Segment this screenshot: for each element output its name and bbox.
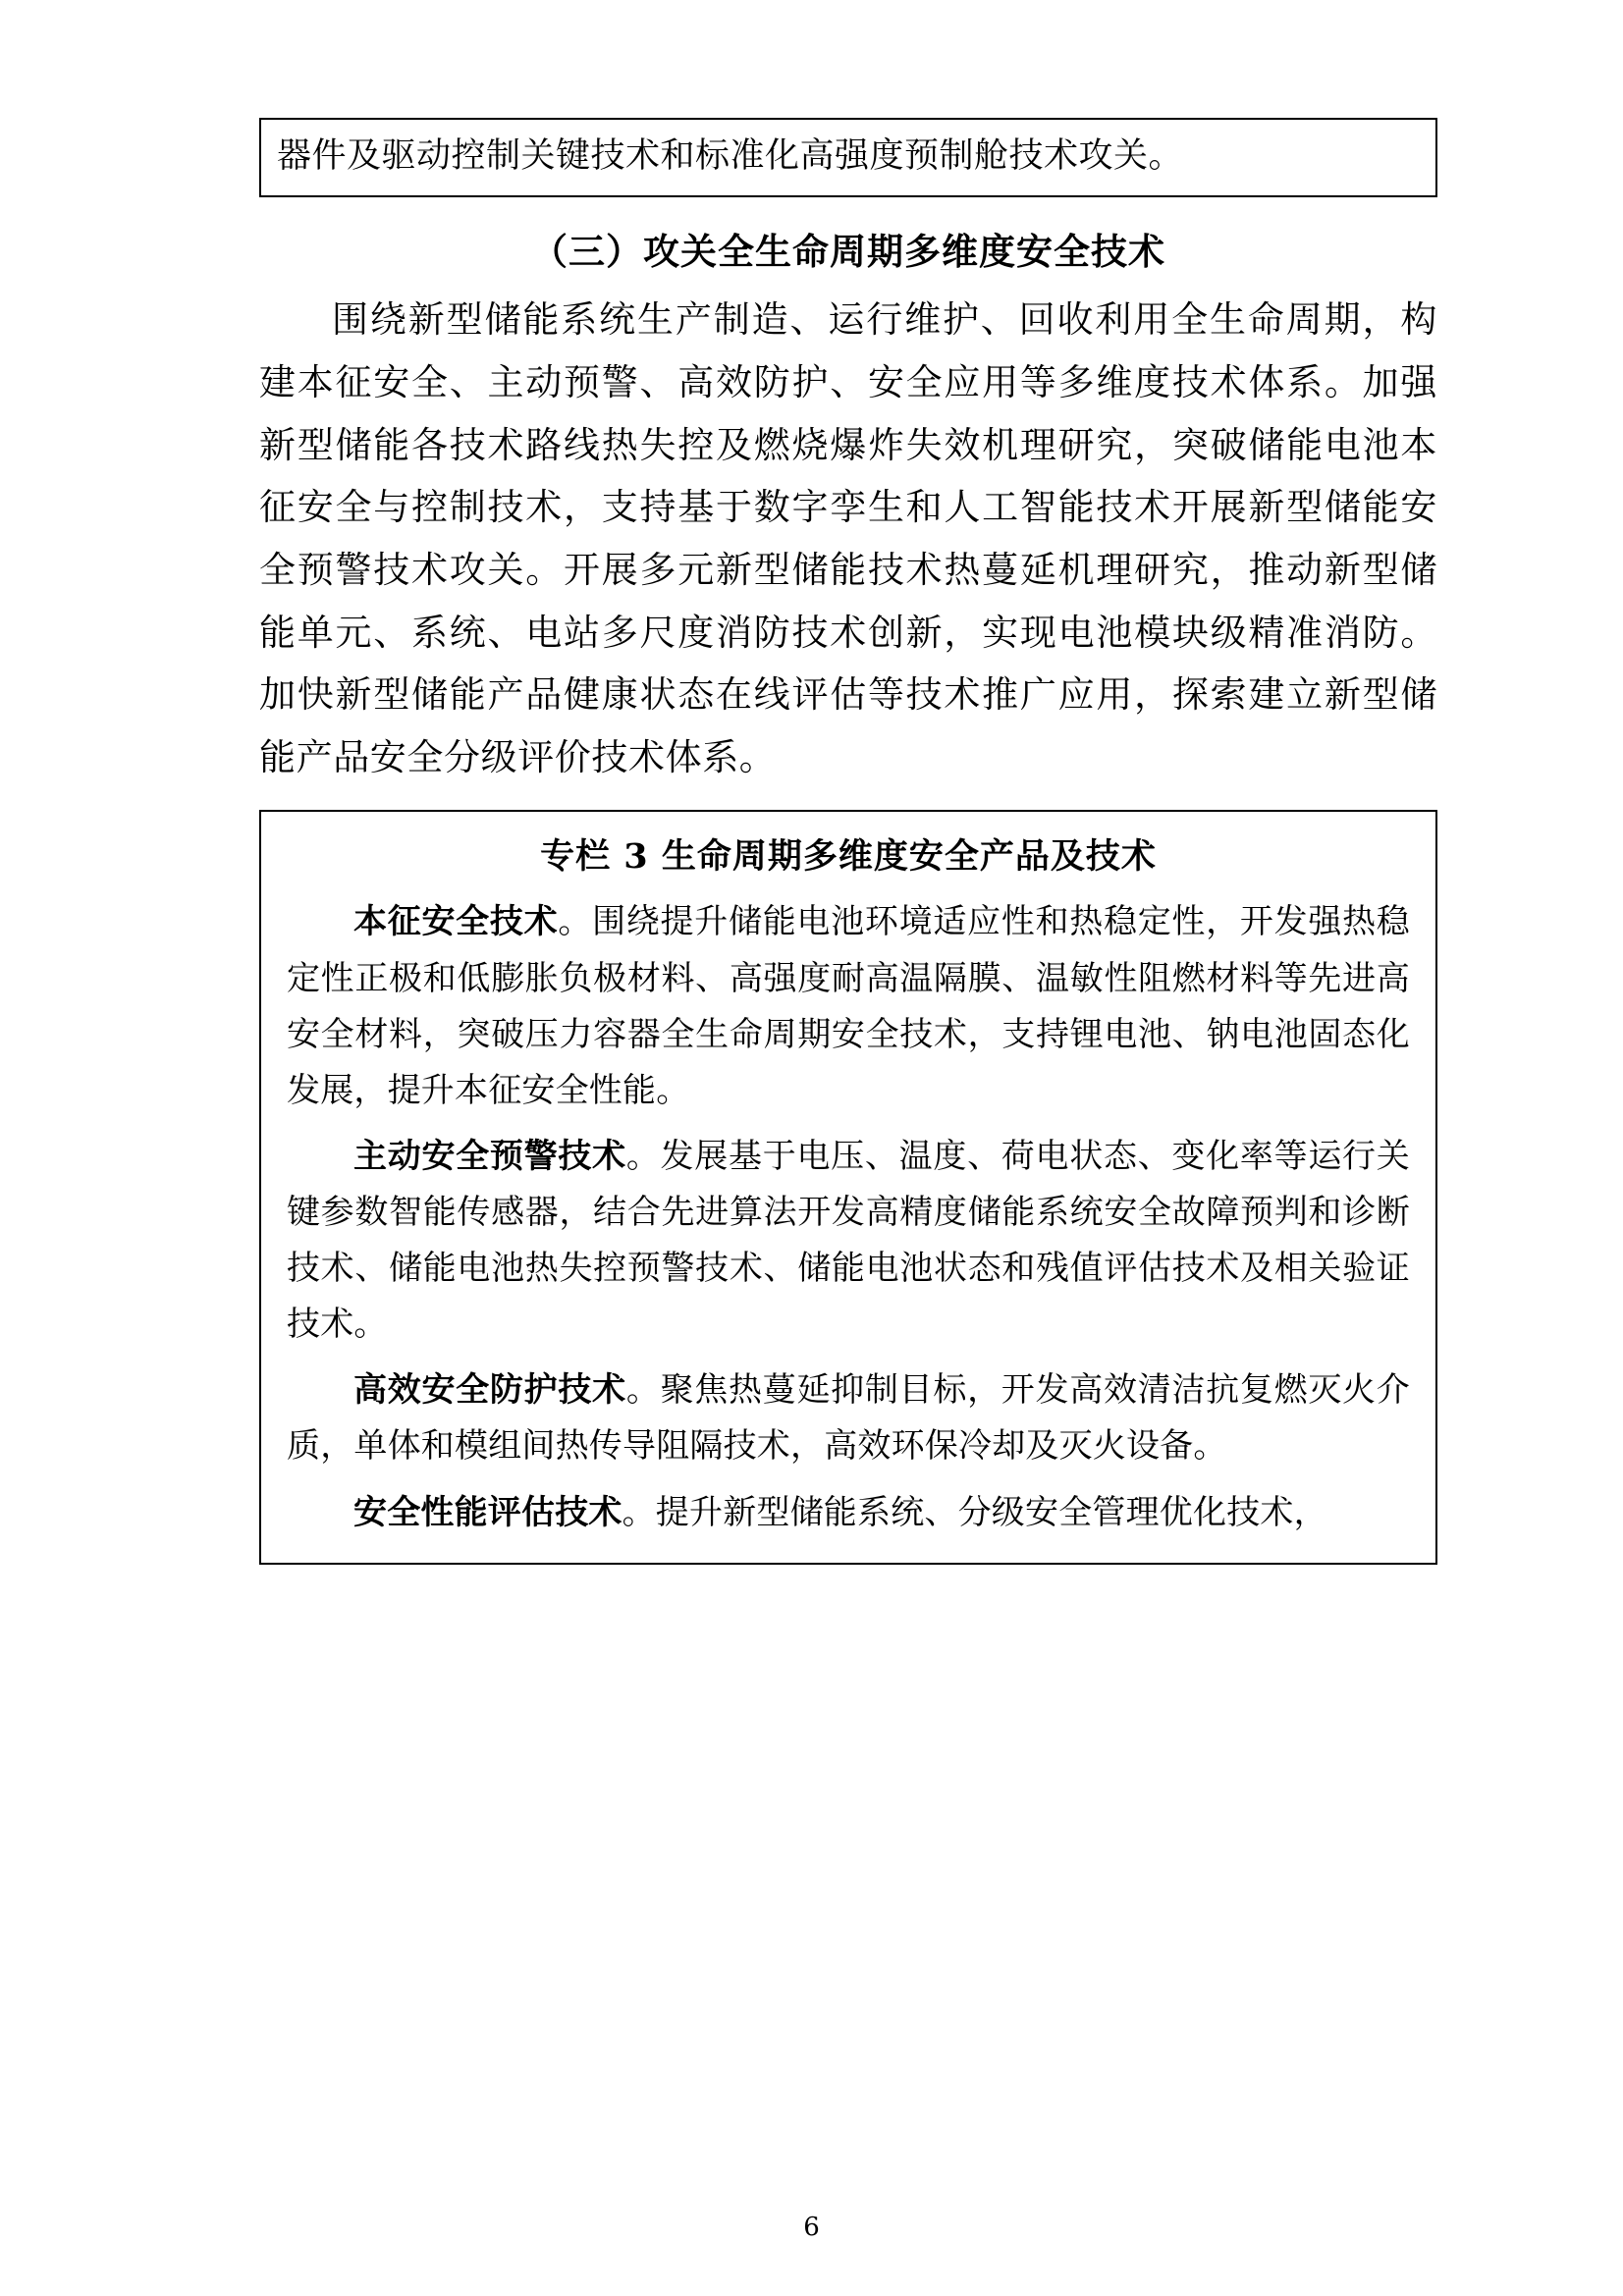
column-box (259, 810, 1437, 1564)
section-heading: （三）攻关全生命周期多维度安全技术 (531, 230, 1165, 274)
column-box-item-term: 高效安全防护技术 (353, 1370, 626, 1411)
page-content (259, 118, 1437, 1565)
column-box-item-term: 本征安全技术 (353, 902, 559, 942)
column-box-item-text: 。提升新型储能系统、分级安全管理优化技术， (622, 1492, 1327, 1532)
column-box-item (287, 894, 1410, 1118)
continued-box (259, 118, 1437, 197)
column-box-item (287, 1362, 1410, 1474)
continued-box-text: 器件及驱动控制关键技术和标准化高强度预制舱技术攻关。 (277, 136, 1184, 176)
column-box-item (287, 1129, 1410, 1353)
page-number: 6 (803, 2213, 820, 2242)
column-box-item-term: 安全性能评估技术 (353, 1492, 622, 1532)
column-box-item-text: 。发展基于电压、温度、荷电状态、变化率等运行关键参数智能传感器，结合先进算法开发高精度储能系统安全故障预判和诊断技术、储能电池热失控预警技术、储能电池状态和残值评估技术及相关验证技术。 (287, 1136, 1410, 1345)
column-box-title: 专栏 3 生命周期多维度安全产品及技术 (540, 836, 1157, 878)
column-box-item (287, 1485, 1410, 1541)
column-box-item-term: 主动安全预警技术 (353, 1136, 626, 1176)
body-paragraph: 围绕新型储能系统生产制造、运行维护、回收利用全生命周期，构建本征安全、主动预警、高效防护、安全应用等多维度技术体系。加强新型储能各技术路线热失控及燃烧爆炸失效机理研究，突破储能电池本征安全与控制技术，支持基于数字孪生和人工智能技术开展新型储能安全预警技术攻关。开展多元新型储能技术热蔓延机理研究，推动新型储能单元、系统、电站多尺度消防技术创新，实现电池模块级精准消防。加快新型储能产品健康状态在线评估等技术推广应用，探索建立新型储能产品安全分级评价技术体系。 (259, 298, 1437, 778)
column-box-item-text: 。聚焦热蔓延抑制目标，开发高效清洁抗复燃灭火介质，单体和模组间热传导阻隔技术，高效环保冷却及灭火设备。 (287, 1370, 1410, 1467)
column-box-item-text: 。围绕提升储能电池环境适应性和热稳定性，开发强热稳定性正极和低膨胀负极材料、高强度耐高温隔膜、温敏性阻燃材料等先进高安全材料，突破压力容器全生命周期安全技术，支持锂电池、钠电池固态化发展，提升本征安全性能。 (287, 902, 1410, 1110)
